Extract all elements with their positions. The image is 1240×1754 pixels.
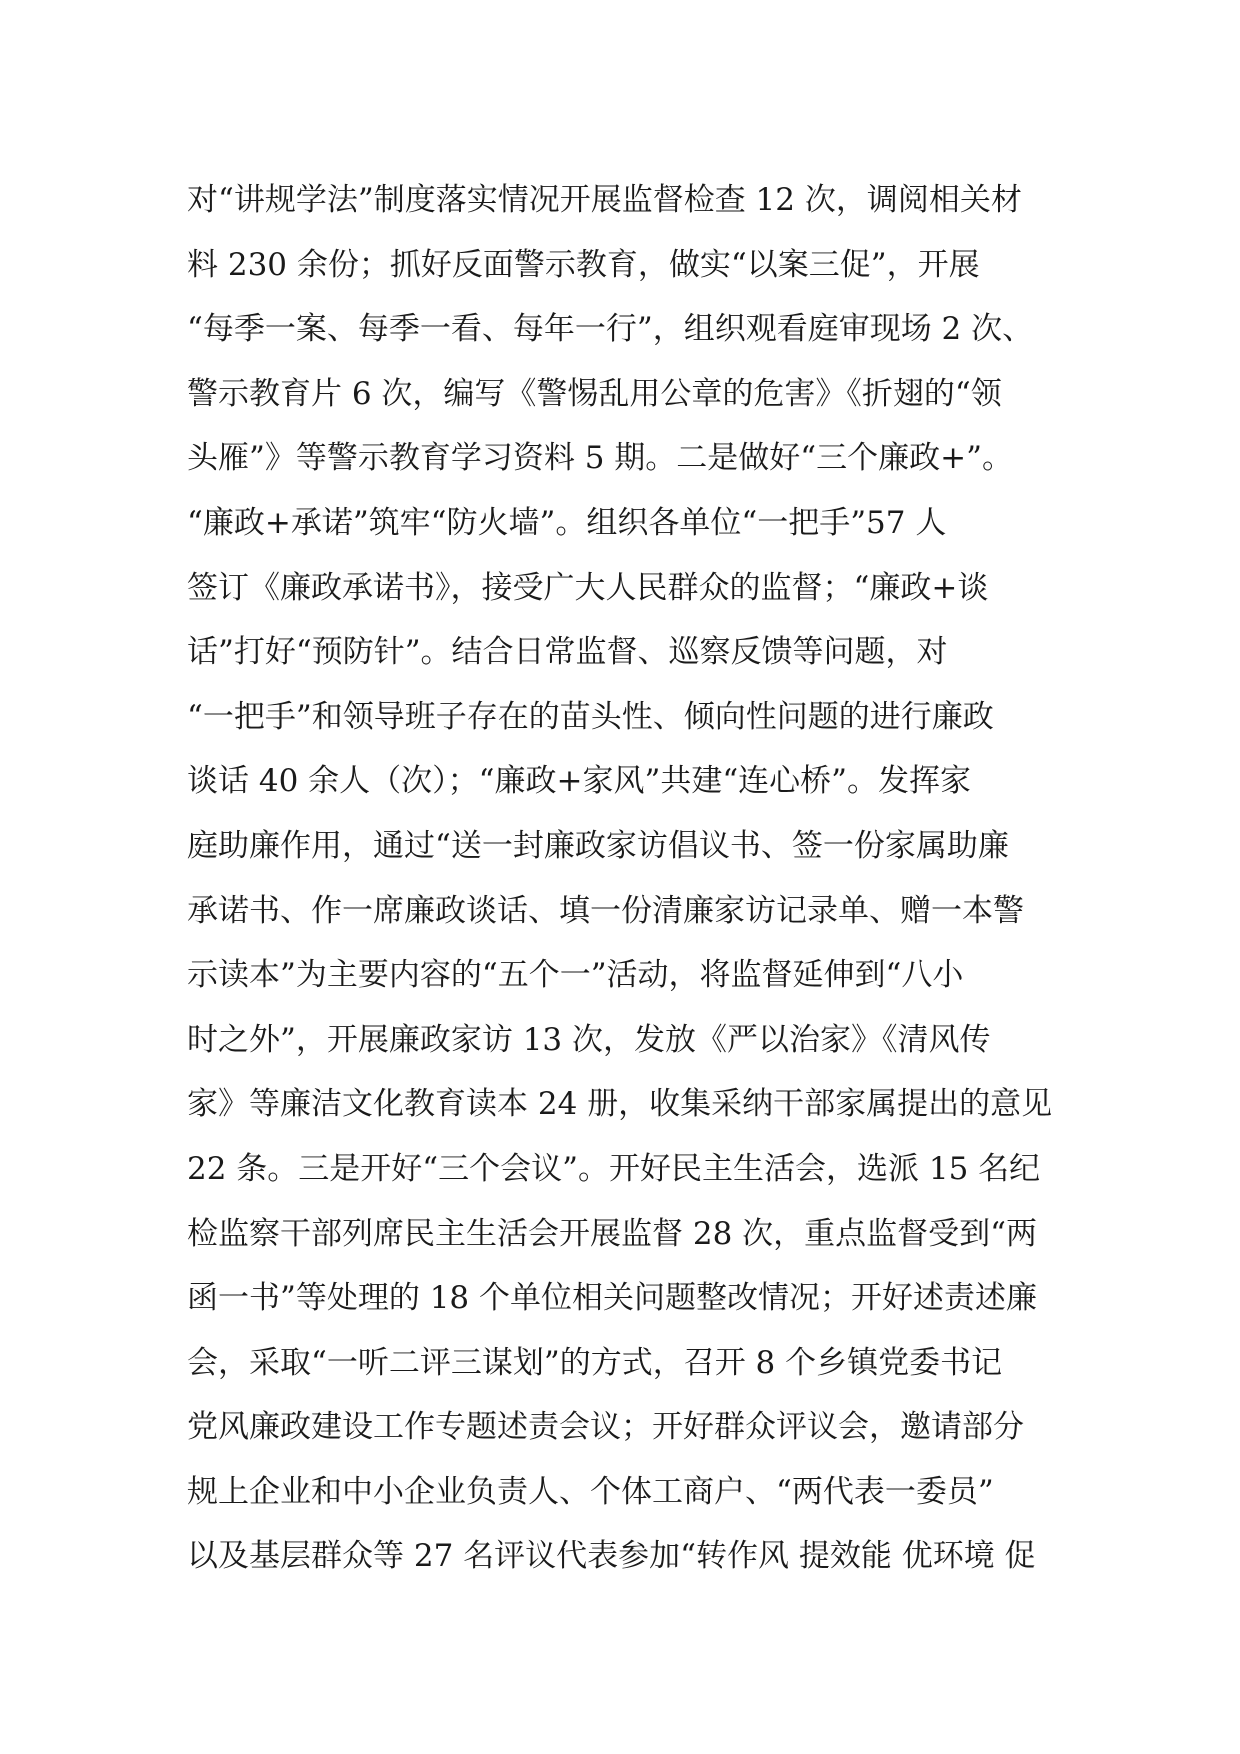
text-line: “每季一案、每季一看、每年一行”，组织观看庭审现场 2 次、 [187,311,1034,348]
text-line: 检监察干部列席民主生活会开展监督 28 次，重点监督受到“两 [187,1215,1037,1252]
text-line: 家》等廉洁文化教育读本 24 册，收集采纳干部家属提出的意见 [187,1086,1053,1123]
text-line: 会，采取“一听二评三谋划”的方式，召开 8 个乡镇党委书记 [187,1344,1003,1381]
text-line: 签订《廉政承诺书》，接受广大人民群众的监督；“廉政+谈 [187,569,989,606]
text-line: 函一书”等处理的 18 个单位相关问题整改情况；开好述责述廉 [187,1280,1037,1317]
text-line: 22 条。三是开好“三个会议”。开好民主生活会，选派 15 名纪 [187,1150,1041,1187]
text-line: 谈话 40 余人（次）；“廉政+家风”共建“连心桥”。发挥家 [187,763,972,800]
text-line: “廉政+承诺”筑牢“防火墙”。组织各单位“一把手”57 人 [187,504,947,541]
text-line: 以及基层群众等 27 名评议代表参加“转作风 提效能 优环境 促 [187,1538,1036,1575]
text-line: “一把手”和领导班子存在的苗头性、倾向性问题的进行廉政 [187,698,994,735]
text-line: 党风廉政建设工作专题述责会议；开好群众评议会，邀请部分 [187,1409,1024,1446]
text-line: 庭助廉作用，通过“送一封廉政家访倡议书、签一份家属助廉 [187,827,1009,864]
text-line: 料 230 余份；抓好反面警示教育，做实“以案三促”，开展 [187,246,980,283]
text-line: 承诺书、作一席廉政谈话、填一份清廉家访记录单、赠一本警 [187,892,1024,929]
text-line: 示读本”为主要内容的“五个一”活动，将监督延伸到“八小 [187,957,964,994]
text-line: 对“讲规学法”制度落实情况开展监督检查 12 次，调阅相关材 [187,182,1022,218]
text-line: 话”打好“预防针”。结合日常监督、巡察反馈等问题，对 [187,634,948,671]
text-line: 头雁”》等警示教育学习资料 5 期。二是做好“三个廉政+”。 [187,440,1013,477]
text-line: 规上企业和中小企业负责人、个体工商户、“两代表一委员” [187,1473,994,1510]
body-paragraph [187,168,1067,1589]
text-line: 时之外”，开展廉政家访 13 次，发放《严以治家》《清风传 [187,1021,991,1058]
text-line: 警示教育片 6 次，编写《警惕乱用公章的危害》《折翅的“领 [187,375,1002,412]
